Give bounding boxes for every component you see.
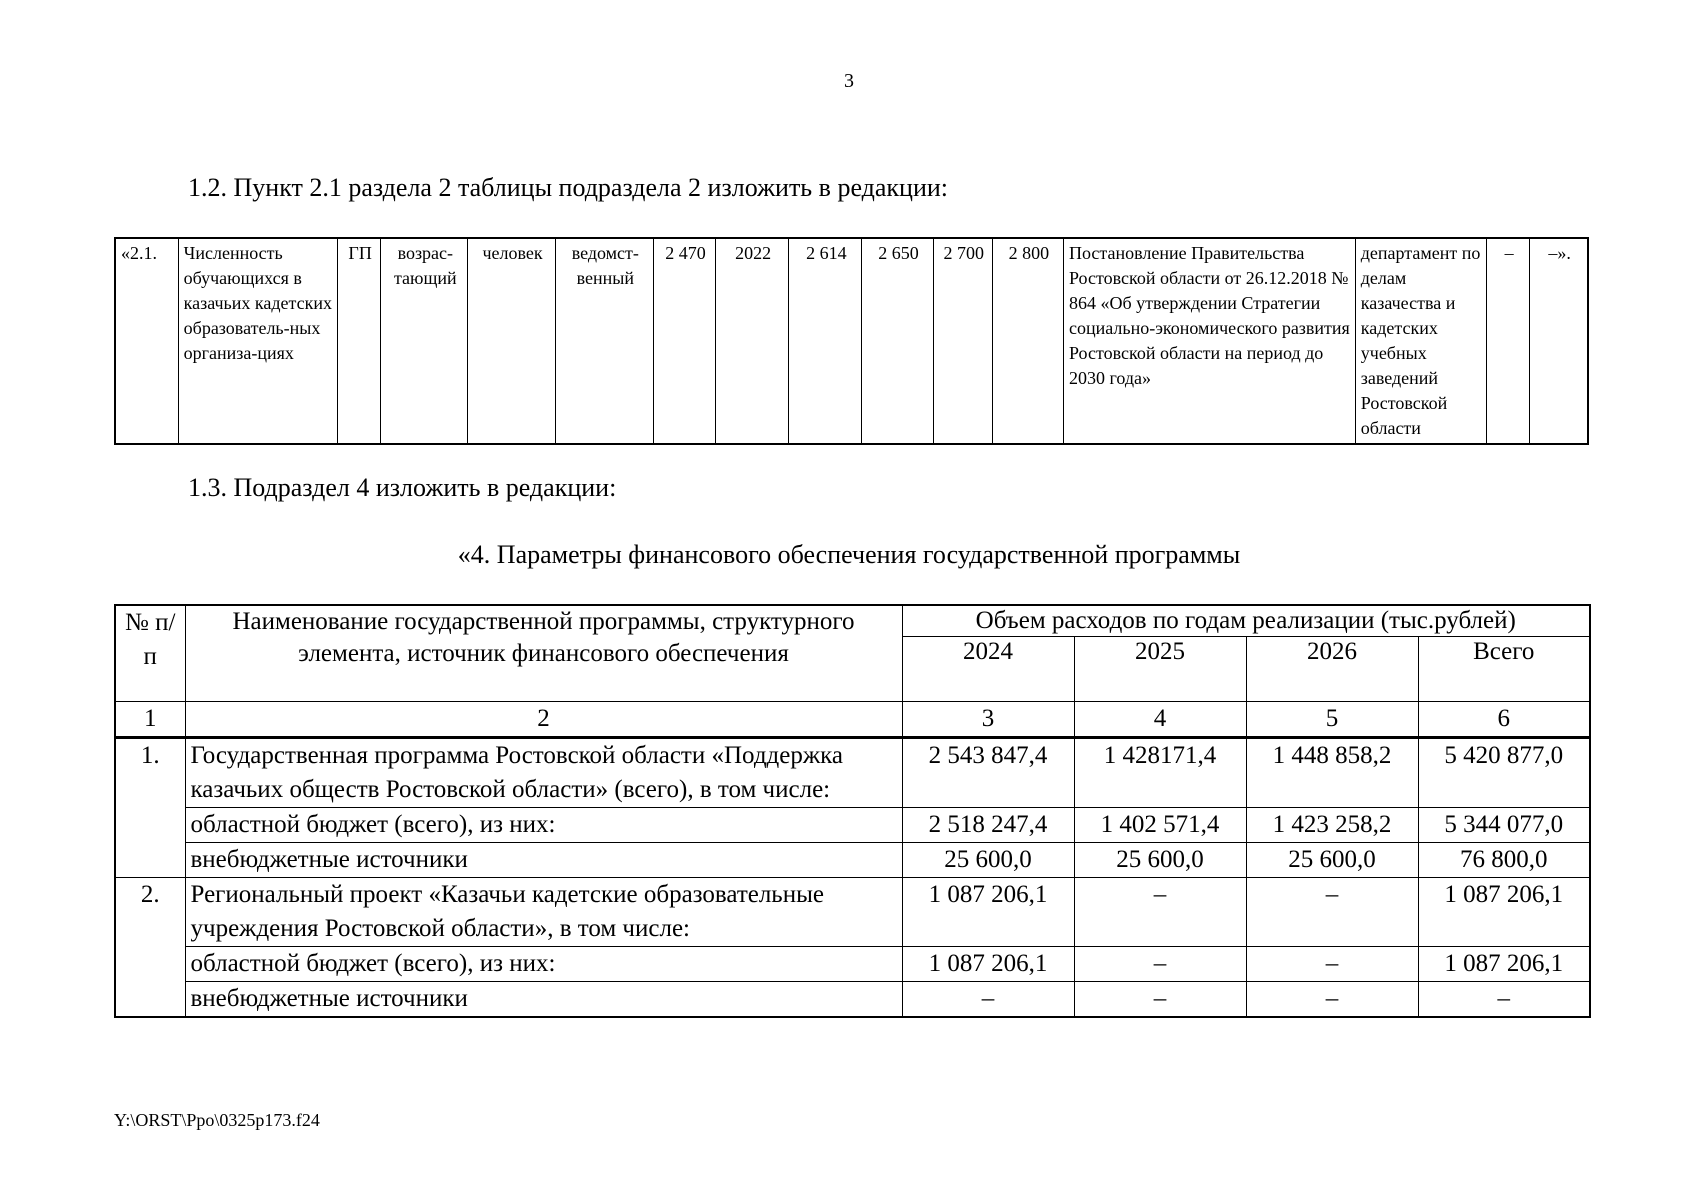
indicator-value-2030: 2 800 (992, 238, 1063, 444)
header-year: 2026 (1246, 637, 1418, 702)
row-number: 2. (115, 878, 185, 1018)
row-value-total: 76 800,0 (1418, 843, 1590, 878)
table-row (115, 738, 1590, 808)
indicator-table (114, 237, 1589, 445)
column-numbers-row (115, 702, 1590, 738)
row-value-2024: 1 087 206,1 (902, 947, 1074, 982)
indicator-base-year: 2022 (716, 238, 789, 444)
column-number: 3 (902, 702, 1074, 738)
indicator-name: Численность обучающихся в казачьих кадетских образователь-ных организа-циях (178, 238, 337, 444)
table-row (115, 808, 1590, 843)
indicator-trend: возрас-тающий (381, 238, 468, 444)
indicator-end: –». (1530, 238, 1588, 444)
row-value-2024: 2 518 247,4 (902, 808, 1074, 843)
row-value-2024: 2 543 847,4 (902, 738, 1074, 808)
paragraph-1-2: 1.2. Пункт 2.1 раздела 2 таблицы подраздела 2 изложить в редакции: (188, 173, 949, 202)
row-value-2026: – (1246, 947, 1418, 982)
indicator-number: «2.1. (115, 238, 178, 444)
column-number: 1 (115, 702, 185, 738)
indicator-document: Постановление Правительства Ростовской области от 26.12.2018 № 864 «Об утверждении Стратегии социально-экономического развития Ростовской области на период до 2030 года» (1063, 238, 1355, 444)
footer-file-path: Y:\ORST\Ppo\0325p173.f24 (114, 1110, 320, 1130)
header-year: 2025 (1074, 637, 1246, 702)
row-value-total: 1 087 206,1 (1418, 947, 1590, 982)
page-number: 3 (844, 70, 854, 92)
row-value-2026: 25 600,0 (1246, 843, 1418, 878)
row-value-total: 5 420 877,0 (1418, 738, 1590, 808)
row-name: областной бюджет (всего), из них: (185, 808, 902, 843)
table-row (115, 947, 1590, 982)
section-4-title: «4. Параметры финансового обеспечения государственной программы (457, 540, 1241, 569)
header-volume: Объем расходов по годам реализации (тыс.рублей) (902, 605, 1590, 637)
indicator-unit: человек (468, 238, 555, 444)
row-value-2024: 1 087 206,1 (902, 878, 1074, 947)
row-value-2024: – (902, 982, 1074, 1018)
row-value-2025: 1 428171,4 (1074, 738, 1246, 808)
row-value-2026: 1 448 858,2 (1246, 738, 1418, 808)
row-value-2025: 25 600,0 (1074, 843, 1246, 878)
indicator-type: ведомст-венный (555, 238, 653, 444)
indicator-level: ГП (338, 238, 381, 444)
row-value-2026: – (1246, 878, 1418, 947)
row-value-total: 1 087 206,1 (1418, 878, 1590, 947)
column-number: 4 (1074, 702, 1246, 738)
header-year: 2024 (902, 637, 1074, 702)
finance-header-row (115, 605, 1590, 637)
column-number: 6 (1418, 702, 1590, 738)
column-number: 5 (1246, 702, 1418, 738)
table-row (115, 982, 1590, 1018)
row-name: Государственная программа Ростовской области «Поддержка казачьих обществ Ростовской области» (всего), в том числе: (185, 738, 902, 808)
row-value-2026: – (1246, 982, 1418, 1018)
row-value-2026: 1 423 258,2 (1246, 808, 1418, 843)
row-name: внебюджетные источники (185, 982, 902, 1018)
header-total: Всего (1418, 637, 1590, 702)
row-value-total: 5 344 077,0 (1418, 808, 1590, 843)
indicator-value-2025: 2 650 (862, 238, 933, 444)
row-name: Региональный проект «Казачьи кадетские образовательные учреждения Ростовской области», в том числе: (185, 878, 902, 947)
indicator-base-value: 2 470 (653, 238, 715, 444)
indicator-row (115, 238, 1588, 444)
row-value-2025: – (1074, 982, 1246, 1018)
row-name: внебюджетные источники (185, 843, 902, 878)
indicator-value-2026: 2 700 (933, 238, 992, 444)
table-row (115, 843, 1590, 878)
row-name: областной бюджет (всего), из них: (185, 947, 902, 982)
indicator-dash: – (1487, 238, 1530, 444)
paragraph-1-3: 1.3. Подраздел 4 изложить в редакции: (188, 473, 617, 502)
finance-table (114, 604, 1591, 1018)
header-name: Наименование государственной программы, структурного элемента, источник финансового обеспечения (185, 605, 902, 702)
row-value-2025: 1 402 571,4 (1074, 808, 1246, 843)
indicator-responsible: департамент по делам казачества и кадетских учебных заведений Ростовской области (1355, 238, 1486, 444)
row-value-2024: 25 600,0 (902, 843, 1074, 878)
column-number: 2 (185, 702, 902, 738)
row-number: 1. (115, 738, 185, 878)
header-num: № п/п (115, 605, 185, 702)
row-value-total: – (1418, 982, 1590, 1018)
indicator-value-2024: 2 614 (789, 238, 862, 444)
row-value-2025: – (1074, 947, 1246, 982)
row-value-2025: – (1074, 878, 1246, 947)
table-row (115, 878, 1590, 947)
